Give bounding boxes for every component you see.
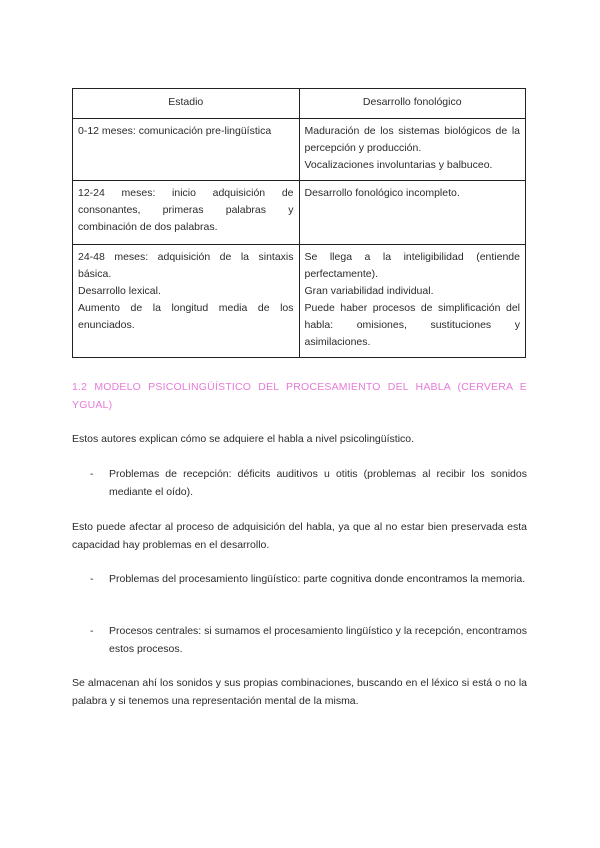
header-development: Desarrollo fonológico (299, 89, 526, 119)
intro-paragraph: Estos autores explican cómo se adquiere el habla a nivel psicolingüístico. (72, 433, 415, 445)
stage-text: 24-48 meses: adquisición de la sintaxis básica. (78, 251, 294, 280)
table-row (73, 245, 526, 358)
list-item-text: Problemas de recepción: déficits auditivos u otitis (problemas al recibir los sonidos mediante el oído). (109, 468, 527, 498)
stage-text: 12-24 meses: inicio adquisición de consonantes, primeras palabras y combinación de dos palabras. (78, 187, 294, 233)
table-row (73, 119, 526, 181)
stage-cell (73, 245, 300, 358)
list-item (90, 570, 527, 588)
development-text: Se llega a la inteligibilidad (entiende perfectamente). (304, 251, 520, 280)
stage-text: Aumento de la longitud media de los enunciados. (78, 302, 294, 331)
development-text: Gran variabilidad individual. (304, 285, 434, 297)
bullet-dash: - (90, 625, 94, 637)
stage-text: Desarrollo lexical. (78, 285, 161, 297)
development-cell (299, 245, 526, 358)
stage-cell (73, 181, 300, 245)
development-text: Desarrollo fonológico incompleto. (304, 187, 460, 199)
list-item-text: Problemas del procesamiento lingüístico: parte cognitiva donde encontramos la memoria. (109, 573, 526, 585)
header-stage: Estadio (73, 89, 300, 119)
table-row (73, 181, 526, 245)
development-cell (299, 119, 526, 181)
development-text: Maduración de los sistemas biológicos de la percepción y producción. (304, 125, 520, 154)
development-cell (299, 181, 526, 245)
development-text: Vocalizaciones involuntarias y balbuceo. (304, 159, 493, 171)
paragraph: Esto puede afectar al proceso de adquisición del habla, ya que al no estar bien preservada esta capacidad hay problemas en el desarrollo. (72, 521, 527, 551)
list-item (90, 465, 527, 501)
paragraph: Se almacenan ahí los sonidos y sus propias combinaciones, buscando en el léxico si está o no la palabra y si tenemos una representación mental de la misma. (72, 677, 527, 707)
section-heading: 1.2 MODELO PSICOLINGÜÍSTICO DEL PROCESAMIENTO DEL HABLA (CERVERA E YGUAL) (72, 381, 527, 411)
list-item (90, 622, 527, 658)
development-text: Puede haber procesos de simplificación del habla: omisiones, sustituciones y asimilaciones. (304, 302, 520, 348)
list-item-text: Procesos centrales: si sumamos el procesamiento lingüístico y la recepción, encontramos estos procesos. (109, 625, 527, 655)
bullet-dash: - (90, 468, 94, 480)
stage-text: 0-12 meses: comunicación pre-lingüística (78, 125, 272, 137)
bullet-dash: - (90, 573, 94, 585)
stage-cell (73, 119, 300, 181)
phonological-development-table (72, 88, 526, 358)
table-header-row (73, 89, 526, 119)
